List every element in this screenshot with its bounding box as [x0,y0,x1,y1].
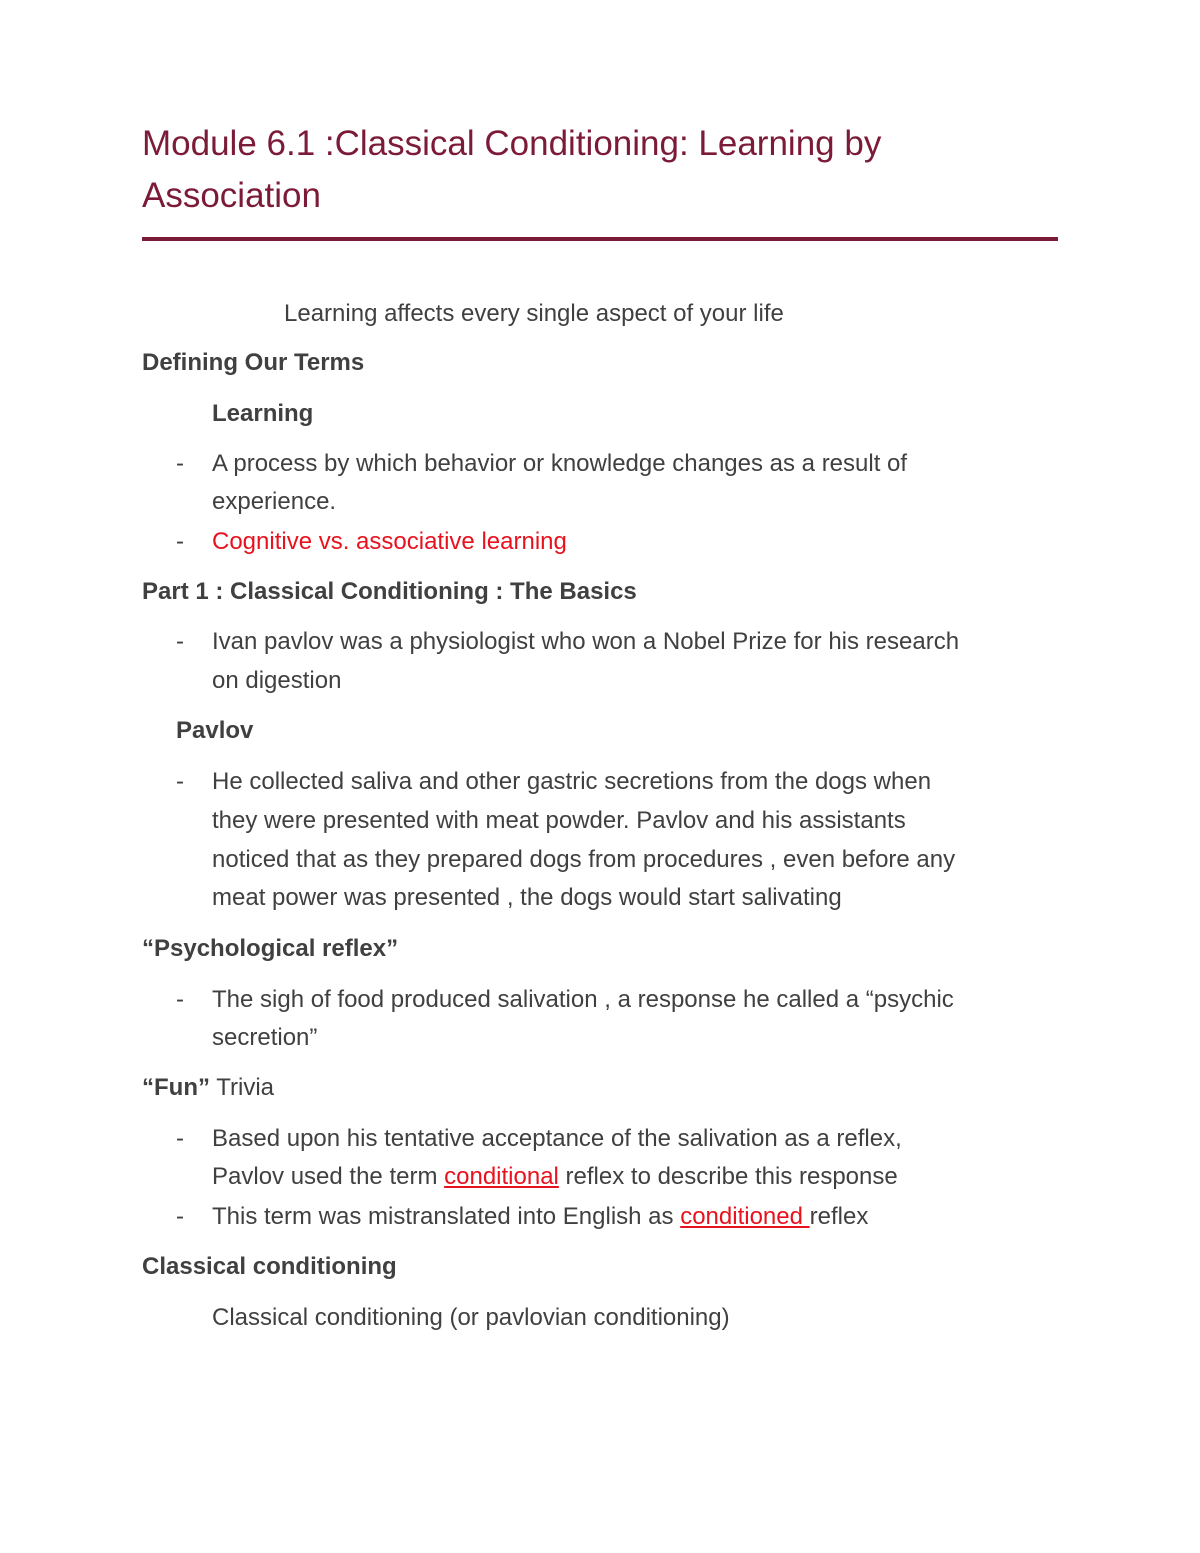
subtitle: Learning affects every single aspect of your life [284,300,784,327]
section-heading-psychological-reflex: “Psychological reflex” [142,935,399,962]
page-title: Module 6.1 :Classical Conditioning: Learning by Association [142,124,882,215]
bullet-text-with-term [212,1157,898,1197]
bullet-text: Based upon his tentative acceptance of the salivation as a reflex, [212,1125,902,1152]
highlighted-term-conditional: conditional [444,1163,559,1190]
section-heading-defining-terms: Defining Our Terms [142,349,365,376]
bullet-dash: - [176,528,184,555]
highlighted-term-conditioned: conditioned [680,1203,810,1230]
bullet-text: on digestion [212,667,342,694]
bullet-text: The sigh of food produced salivation , a response he called a “psychic [212,986,954,1013]
text-fragment: reflex to describe this response [558,1163,898,1190]
text-fragment: This term was mistranslated into English as [212,1203,681,1230]
title-divider [142,237,1058,241]
bullet-text: He collected saliva and other gastric secretions from the dogs when [212,768,932,795]
bullet-text: secretion” [212,1024,318,1051]
subheading-pavlov: Pavlov [176,717,254,744]
bullet-dash: - [176,1203,184,1230]
bullet-text: meat power was presented , the dogs would start salivating [212,884,842,911]
trivia-heading-rest: Trivia [209,1074,274,1101]
body-text: Classical conditioning (or pavlovian conditioning) [212,1304,730,1331]
bullet-text: they were presented with meat powder. Pavlov and his assistants [212,807,906,834]
bullet-text: Ivan pavlov was a physiologist who won a Nobel Prize for his research [212,628,960,655]
highlighted-bullet-text: Cognitive vs. associative learning [212,528,567,555]
section-heading-part1: Part 1 : Classical Conditioning : The Basics [142,578,637,605]
text-fragment: reflex [809,1203,869,1230]
bullet-dash: - [176,768,184,795]
bullet-text-with-term [212,1197,868,1237]
bullet-dash: - [176,628,184,655]
section-heading-classical-conditioning: Classical conditioning [142,1253,397,1280]
bullet-text: noticed that as they prepared dogs from procedures , even before any [212,846,956,873]
bullet-dash: - [176,986,184,1013]
text-fragment: Pavlov used the term [212,1163,445,1190]
section-heading-trivia [142,1068,274,1108]
subheading-learning: Learning [212,400,314,427]
bullet-text: experience. [212,488,337,515]
bullet-dash: - [176,450,184,477]
bullet-text: A process by which behavior or knowledge changes as a result of [212,450,908,477]
bullet-dash: - [176,1125,184,1152]
trivia-heading-quoted: “Fun” [142,1074,210,1101]
